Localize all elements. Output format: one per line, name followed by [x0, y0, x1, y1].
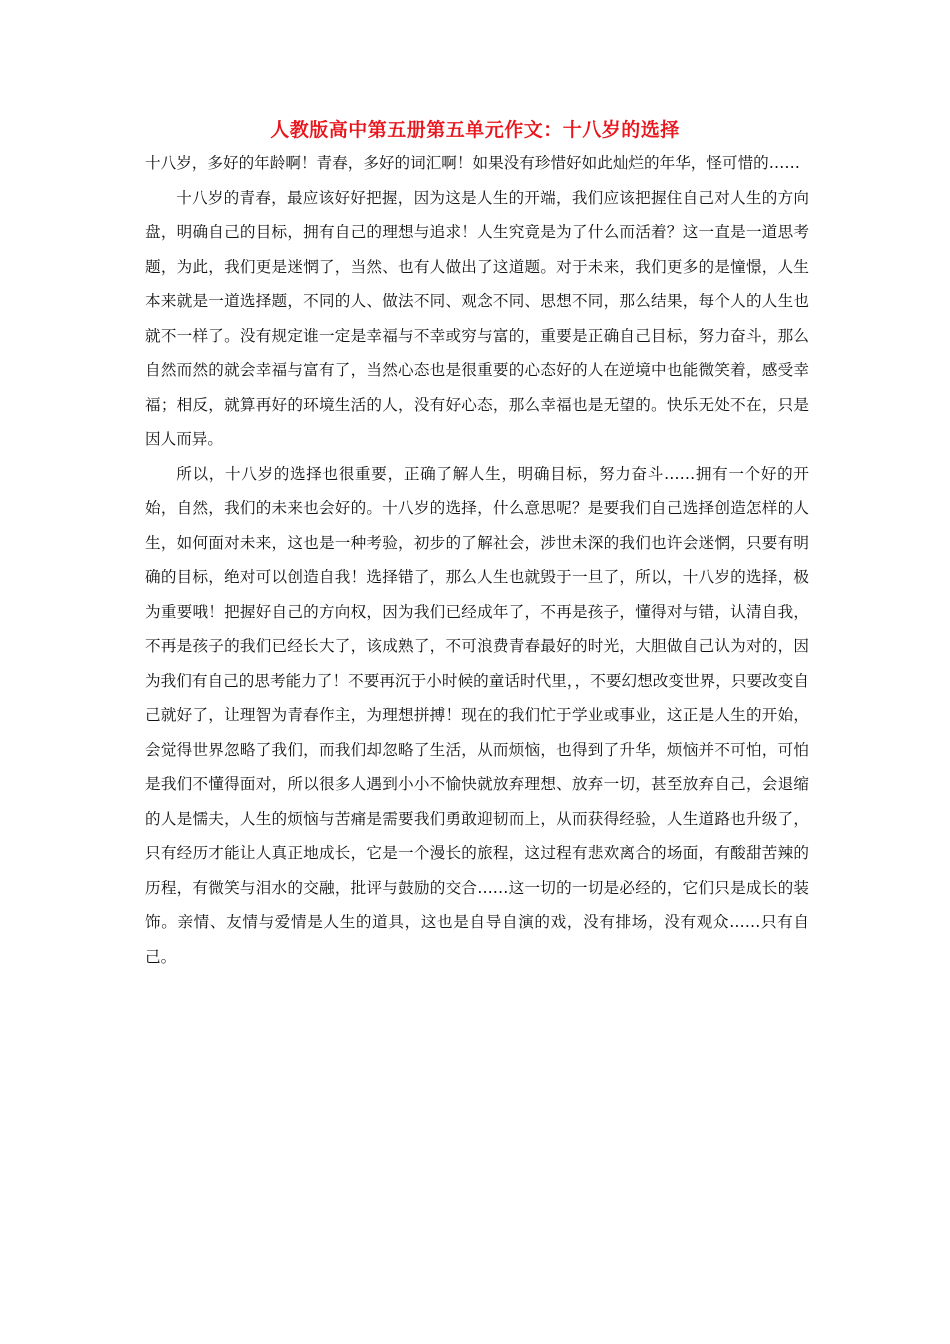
document-title: 人教版高中第五册第五单元作文：十八岁的选择	[270, 119, 680, 141]
paragraph-youth: 十八岁的青春，最应该好好把握，因为这是人生的开端，我们应该把握住自己对人生的方向盘，明确自己的目标，拥有自己的理想与追求！人生究竟是为了什么而活着？这一直是一道思考题，为此，我们更是迷惘了，当然、也有人做出了这道题。对于未来，我们更多的是憧憬，人生本来就是一道选择题，不同的人、做法不同、观念不同、思想不同，那么结果，每个人的人生也就不一样了。没有规定谁一定是幸福与不幸或穷与富的，重要是正确自己目标，努力奋斗，那么自然而然的就会幸福与富有了，当然心态也是很重要的心态好的人在逆境中也能微笑着，感受幸福；相反，就算再好的环境生活的人，没有好心态，那么幸福也是无望的。快乐无处不在，只是因人而异。	[145, 188, 809, 448]
paragraph-intro: 十八岁，多好的年龄啊！青春，多好的词汇啊！如果没有珍惜好如此灿烂的年华，怪可惜的……	[145, 154, 800, 172]
document-body	[145, 146, 809, 974]
paragraph-choice: 所以，十八岁的选择也很重要，正确了解人生，明确目标，努力奋斗……拥有一个好的开始，自然，我们的未来也会好的。十八岁的选择，什么意思呢？是要我们自己选择创造怎样的人生，如何面对未来，这也是一种考验，初步的了解社会，涉世未深的我们也许会迷惘，只要有明确的目标，绝对可以创造自我！选择错了，那么人生也就毁于一旦了，所以，十八岁的选择，极为重要哦！把握好自己的方向权，因为我们已经成年了，不再是孩子，懂得对与错，认清自我，不再是孩子的我们已经长大了，该成熟了，不可浪费青春最好的时光，大胆做自己认为对的，因为我们有自己的思考能力了！不要再沉于小时候的童话时代里，，不要幻想改变世界，只要改变自己就好了，让理智为青春作主，为理想拼搏！现在的我们忙于学业或事业，这正是人生的开始，会觉得世界忽略了我们，而我们却忽略了生活，从而烦恼，也得到了升华，烦恼并不可怕，可怕是我们不懂得面对，所以很多人遇到小小不愉快就放弃理想、放弃一切，甚至放弃自己，会退缩的人是懦夫，人生的烦恼与苦痛是需要我们勇敢迎韧而上，从而获得经验，人生道路也升级了，只有经历才能让人真正地成长，它是一个漫长的旅程，这过程有悲欢离合的场面，有酸甜苦辣的历程，有微笑与泪水的交融，批评与鼓励的交合……这一切的一切是必经的，它们只是成长的装饰。亲情、友情与爱情是人生的道具，这也是自导自演的戏，没有排场，没有观众……只有自己。	[145, 464, 809, 966]
